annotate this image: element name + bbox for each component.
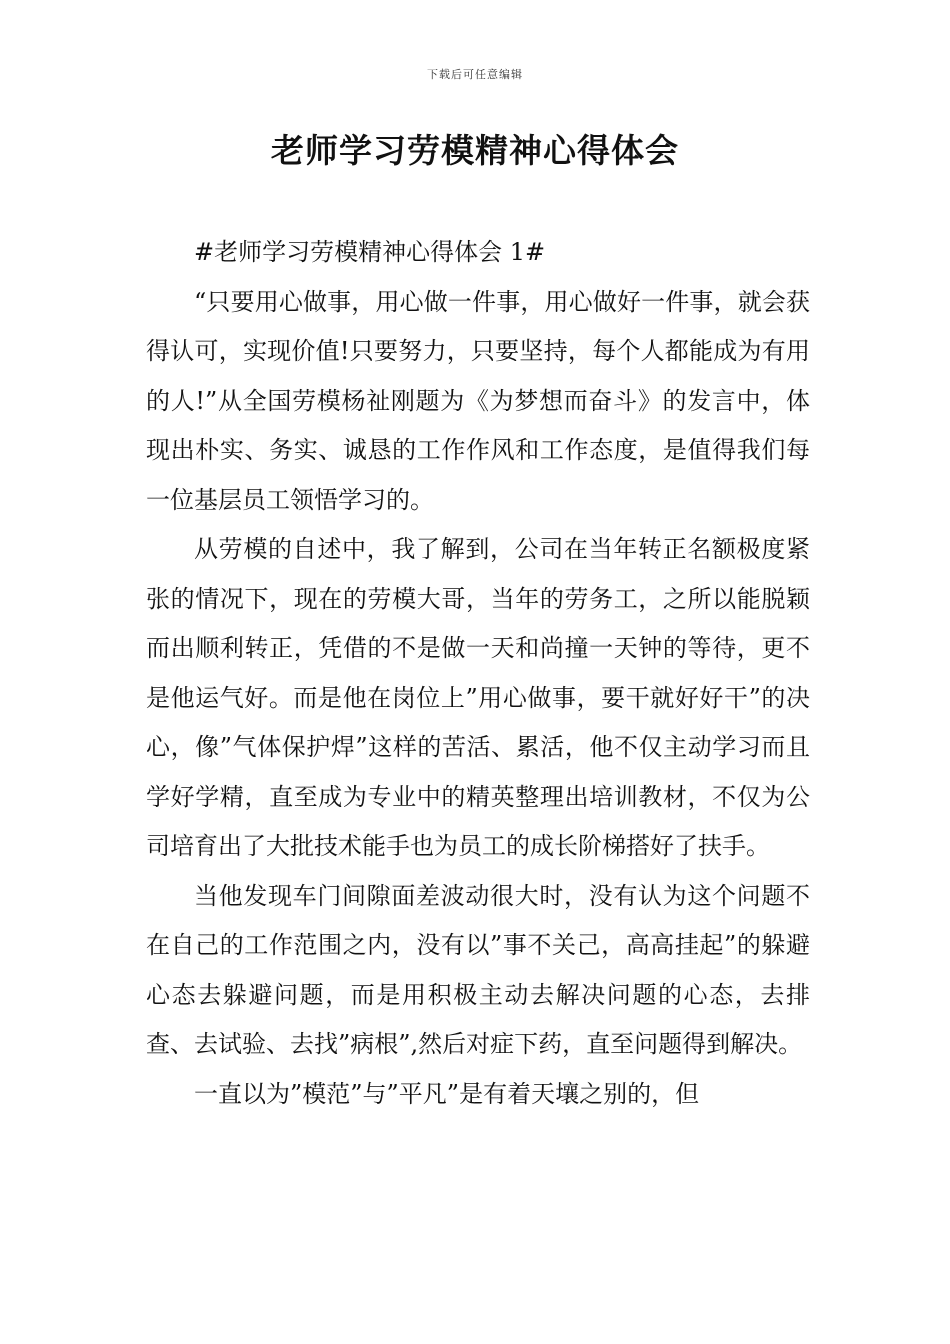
paragraph-4: 一直以为”模范”与”平凡”是有着天壤之别的，但: [194, 1079, 700, 1108]
document-body: [146, 228, 810, 1119]
paragraph-2: 从劳模的自述中，我了解到，公司在当年转正名额极度紧张的情况下，现在的劳模大哥，当年的劳务工，之所以能脱颖而出顺利转正，凭借的不是做一天和尚撞一天钟的等待，更不是他运气好。而是他在岗位上”用心做事，要干就好好干”的决心，像”气体保护焊”这样的苦活、累活，他不仅主动学习而且学好学精，直至成为专业中的精英整理出培训教材，不仅为公司培育出了大批技术能手也为员工的成长阶梯搭好了扶手。: [146, 535, 810, 860]
document-title: 老师学习劳模精神心得体会: [271, 131, 679, 170]
header-note: 下载后可任意编辑: [427, 68, 523, 81]
section-heading: #老师学习劳模精神心得体会 1#: [194, 238, 546, 266]
paragraph-1: “只要用心做事，用心做一件事，用心做好一件事，就会获得认可，实现价值!只要努力，只要坚持，每个人都能成为有用的人!”从全国劳模杨祉刚题为《为梦想而奋斗》的发言中，体现出朴实、务实、诚恳的工作作风和工作态度，是值得我们每一位基层员工领悟学习的。: [146, 287, 810, 514]
paragraph-3: 当他发现车门间隙面差波动很大时，没有认为这个问题不在自己的工作范围之内，没有以”事不关己，高高挂起”的躲避心态去躲避问题，而是用积极主动去解决问题的心态，去排查、去试验、去找”病根”,然后对症下药，直至问题得到解决。: [146, 881, 810, 1058]
